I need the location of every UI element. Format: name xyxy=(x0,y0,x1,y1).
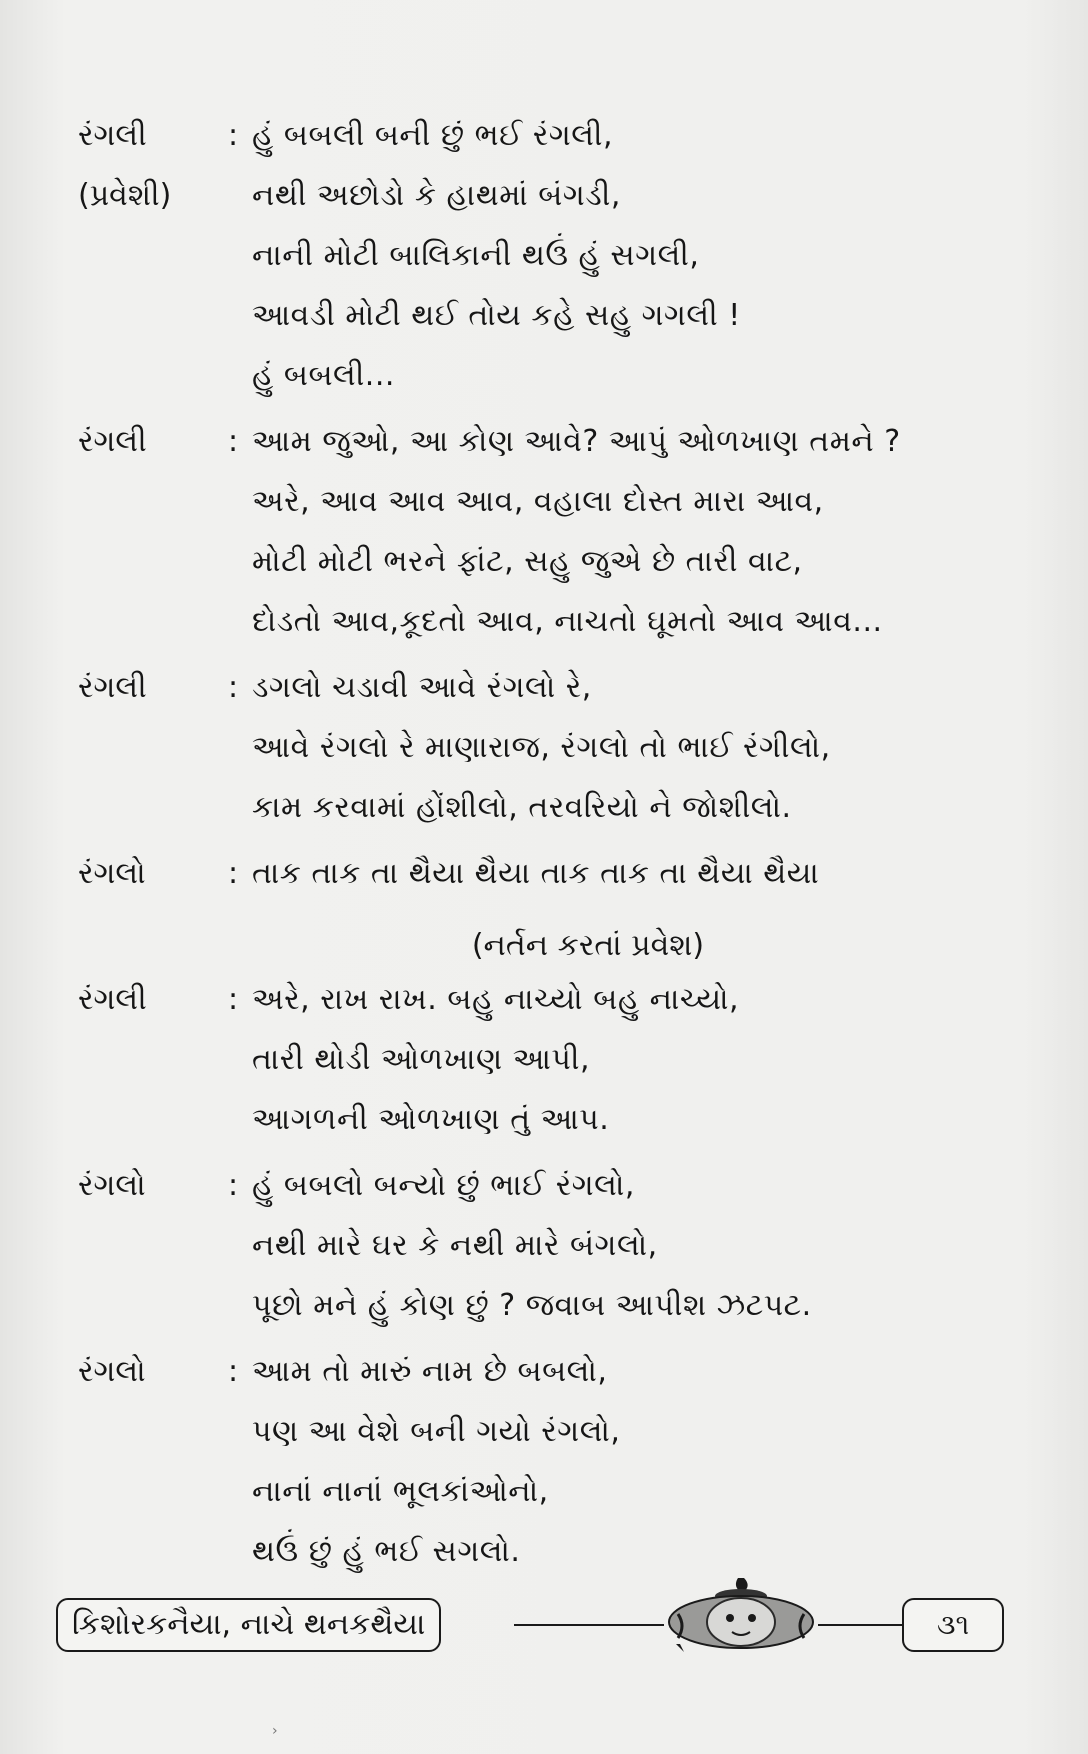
dialogue-entry xyxy=(78,424,1038,664)
dialogue-entry xyxy=(78,856,1038,976)
stage-direction: (નર્તન કરતાં પ્રવેશ) xyxy=(471,928,705,963)
colon-separator: : xyxy=(228,670,239,705)
dialogue-entry xyxy=(78,982,1038,1162)
verse-line: આમ તો મારું નામ છે બબલો, xyxy=(252,1354,608,1389)
colon-separator: : xyxy=(228,856,239,891)
speaker-name: રંગલો xyxy=(78,1168,146,1203)
verse-line: આવડી મોટી થઈ તોય કહે સહુ ગગલી ! xyxy=(252,298,741,333)
book-title: કિશોરકનૈયા, નાચે થનકથૈયા xyxy=(56,1598,441,1652)
colon-separator: : xyxy=(228,1354,239,1389)
speaker-name: રંગલો xyxy=(78,1354,146,1389)
child-face-emblem-icon xyxy=(656,1574,826,1654)
colon-separator: : xyxy=(228,1168,239,1203)
paper-speck: › xyxy=(272,1723,278,1739)
verse-line: તારી થોડી ઓળખાણ આપી, xyxy=(252,1042,590,1077)
page-number: ૩૧ xyxy=(902,1598,1004,1652)
dialogue-entry xyxy=(78,1168,1038,1348)
verse-line: પૂછો મને હું કોણ છું ? જવાબ આપીશ ઝટપટ. xyxy=(252,1288,812,1323)
verse-line: દોડતો આવ,કૂદતો આવ, નાચતો ઘૂમતો આવ આવ... xyxy=(252,604,883,639)
dialogue-content xyxy=(78,118,1038,1600)
verse-line: આમ જુઓ, આ કોણ આવે? આપું ઓળખાણ તમને ? xyxy=(252,424,901,459)
verse-line: ડગલો ચડાવી આવે રંગલો રે, xyxy=(252,670,592,705)
verse-line: નાની મોટી બાલિકાની થઉં હું સગલી, xyxy=(252,238,700,273)
speaker-name: રંગલી xyxy=(78,670,147,705)
stage-aside: (પ્રવેશી) xyxy=(78,178,172,213)
verse-line: હું બબલી બની છું ભઈ રંગલી, xyxy=(252,118,614,153)
verse-line: થઉં છું હું ભઈ સગલો. xyxy=(252,1534,521,1569)
colon-separator: : xyxy=(228,118,239,153)
dialogue-entry xyxy=(78,1354,1038,1594)
speaker-name: રંગલી xyxy=(78,982,147,1017)
verse-line: નથી મારે ઘર કે નથી મારે બંગલો, xyxy=(252,1228,658,1263)
verse-line: કામ કરવામાં હોંશીલો, તરવરિયો ને જોશીલો. xyxy=(252,790,792,825)
footer-rule xyxy=(514,1624,664,1626)
verse-line: આગળની ઓળખાણ તું આપ. xyxy=(252,1102,610,1137)
verse-line: તાક તાક તા થૈયા થૈયા તાક તાક તા થૈયા થૈયા xyxy=(252,856,820,891)
speaker-name: રંગલી xyxy=(78,118,147,153)
verse-line: અરે, રાખ રાખ. બહુ નાચ્યો બહુ નાચ્યો, xyxy=(252,982,740,1017)
verse-line: મોટી મોટી ભરને ફાંટ, સહુ જુએ છે તારી વાટ, xyxy=(252,544,803,579)
colon-separator: : xyxy=(228,982,239,1017)
speaker-name: રંગલો xyxy=(78,856,146,891)
speaker-name: રંગલી xyxy=(78,424,147,459)
verse-line: પણ આ વેશે બની ગયો રંગલો, xyxy=(252,1414,621,1449)
dialogue-entry xyxy=(78,670,1038,850)
verse-line: નથી અછોડો કે હાથમાં બંગડી, xyxy=(252,178,621,213)
verse-line: નાનાં નાનાં ભૂલકાંઓનો, xyxy=(252,1474,549,1509)
dialogue-entry xyxy=(78,118,1038,418)
verse-line: હું બબલો બન્યો છું ભાઈ રંગલો, xyxy=(252,1168,635,1203)
verse-line: હું બબલી... xyxy=(252,358,395,393)
colon-separator: : xyxy=(228,424,239,459)
page-footer xyxy=(56,1596,1006,1654)
verse-line: અરે, આવ આવ આવ, વહાલા દોસ્ત મારા આવ, xyxy=(252,484,824,519)
verse-line: આવે રંગલો રે માણારાજ, રંગલો તો ભાઈ રંગીલો, xyxy=(252,730,831,765)
